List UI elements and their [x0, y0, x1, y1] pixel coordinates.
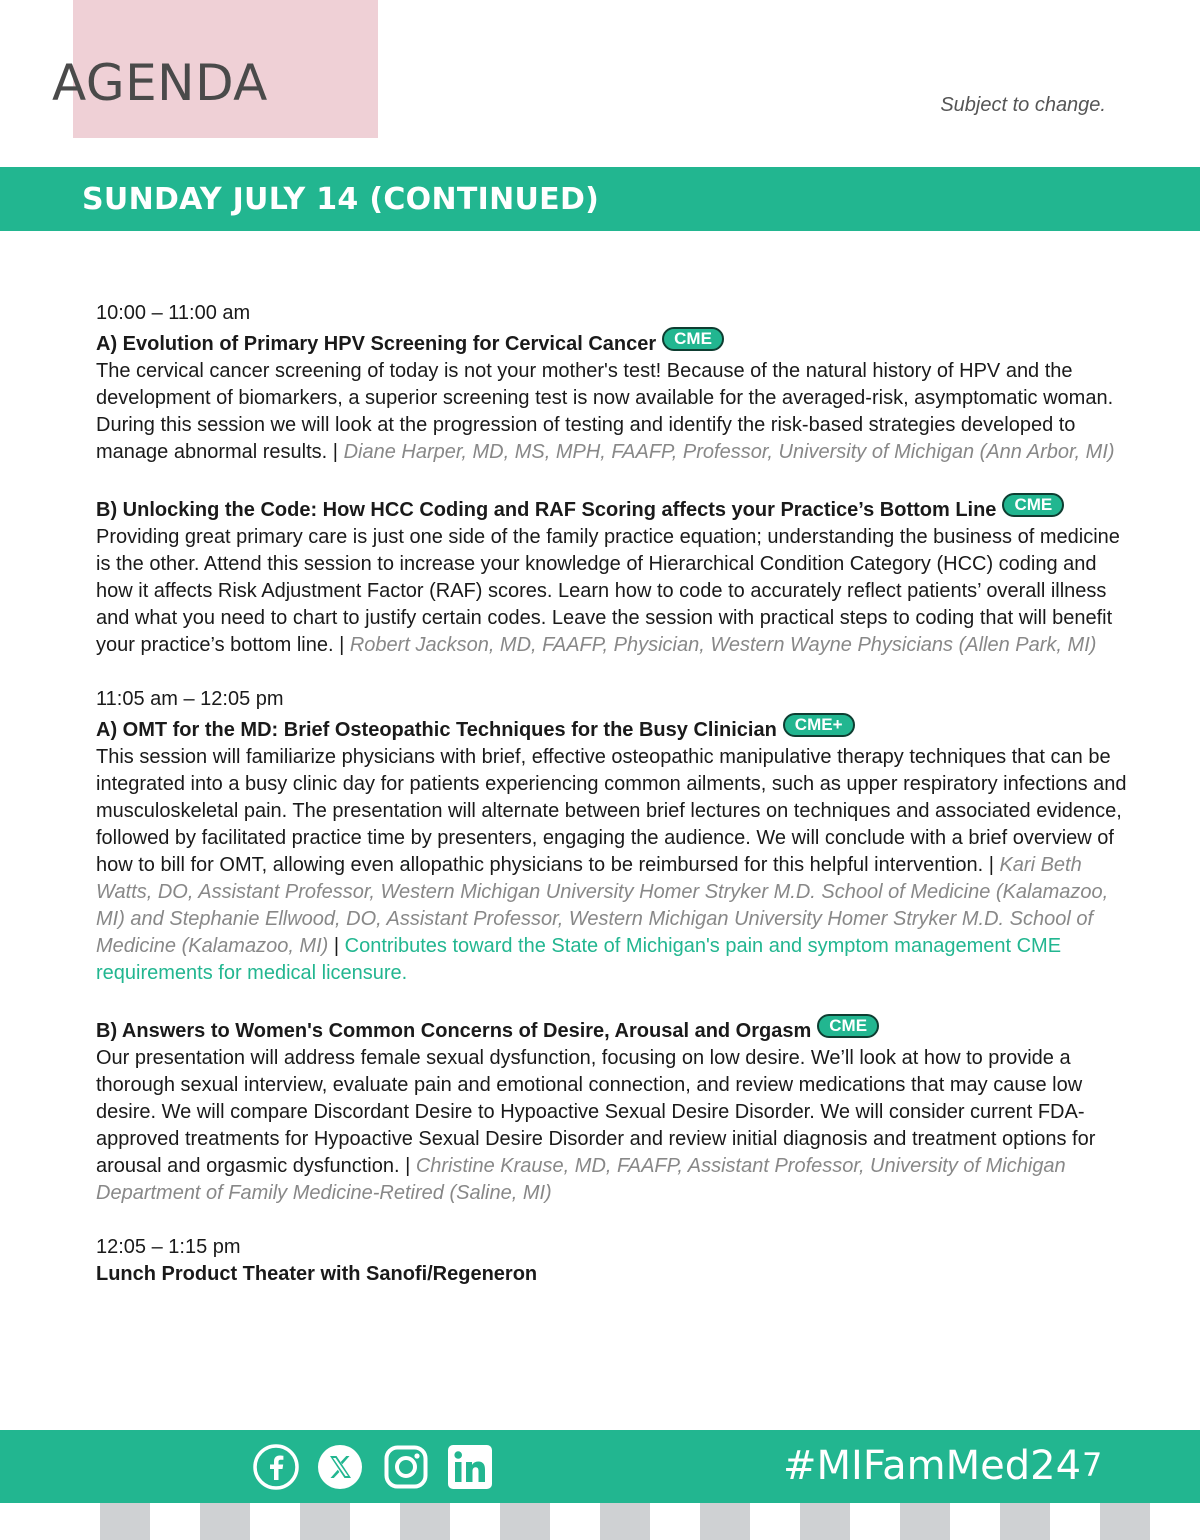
stripe — [450, 1503, 500, 1540]
cme-plus-badge: CME+ — [783, 713, 855, 737]
stripe — [250, 1503, 300, 1540]
instagram-icon[interactable] — [383, 1444, 429, 1490]
speaker-info: Kari Beth Watts, DO, Assistant Professor, Western Michigan University Homer Stryker M.D. School of Medicine (Kalamazoo, MI) and Stephanie Ellwood, DO, Assistant Professor, Western Michigan University Homer Stryker M.D. School of Medicine (Kalamazoo, MI) — [96, 854, 1109, 957]
cme-badge: CME — [662, 327, 724, 351]
session-title — [96, 1014, 1136, 1045]
session-title-text: B) Unlocking the Code: How HCC Coding and RAF Scoring affects your Practice’s Bottom Line — [96, 499, 997, 521]
session-womens-concerns — [96, 1014, 1136, 1207]
session-time: 11:05 am – 12:05 pm — [96, 688, 284, 710]
session-description — [96, 744, 1136, 987]
separator: | — [988, 854, 994, 876]
stripe — [1100, 1503, 1150, 1540]
stripe — [100, 1503, 150, 1540]
separator: | — [333, 935, 340, 957]
session-hpv-screening — [96, 300, 1136, 466]
session-description-text: The cervical cancer screening of today is not your mother's test! Because of the natural history of HPV and the development of biomarkers, a superior screening test is now available for the averaged-risk, asymptomatic woman. During this session we will look at the progression of testing and identify the risk-based strategies developed to manage abnormal results. — [96, 360, 1114, 463]
cme-badge: CME — [817, 1014, 879, 1038]
stripe — [150, 1503, 200, 1540]
stripe — [1000, 1503, 1050, 1540]
session-title-text: A) OMT for the MD: Brief Osteopathic Techniques for the Busy Clinician — [96, 719, 777, 741]
separator: | — [332, 441, 338, 463]
stripe — [300, 1503, 350, 1540]
stripe — [700, 1503, 750, 1540]
session-description-text: This session will familiarize physicians with brief, effective osteopathic manipulative therapy techniques that can be integrated into a busy clinic day for patients experiencing common ailments, such as upper respiratory infections and musculoskeletal pain. The presentation will alternate between brief lectures on techniques and associated evidence, followed by facilitated practice time by presenters, engaging the audience. We will conclude with a brief overview of how to bill for OMT, allowing even allopathic physicians to be reimbursed for this helpful intervention. — [96, 746, 1127, 876]
session-title — [96, 493, 1136, 524]
stripe — [850, 1503, 900, 1540]
footer-stripes — [0, 1503, 1200, 1540]
stripe — [350, 1503, 400, 1540]
linkedin-icon[interactable] — [447, 1444, 493, 1490]
session-title — [96, 327, 1136, 358]
day-title: SUNDAY JULY 14 (CONTINUED) — [82, 182, 600, 217]
session-title-text: B) Answers to Women's Common Concerns of Desire, Arousal and Orgasm — [96, 1020, 812, 1042]
session-time: 12:05 – 1:15 pm — [96, 1236, 241, 1258]
separator: | — [339, 634, 345, 656]
stripe — [550, 1503, 600, 1540]
session-omt — [96, 686, 1136, 987]
stripe — [0, 1503, 50, 1540]
session-hcc-coding — [96, 493, 1136, 659]
stripe — [750, 1503, 800, 1540]
licensure-note: Contributes toward the State of Michigan's pain and symptom management CME requirements for medical licensure. — [96, 935, 1062, 984]
separator: | — [405, 1155, 411, 1177]
stripe — [50, 1503, 100, 1540]
day-banner — [0, 167, 1200, 231]
speaker-info: Christine Krause, MD, FAAFP, Assistant Professor, University of Michigan Department of Family Medicine-Retired (Saline, MI) — [96, 1155, 1066, 1204]
session-description-text: Providing great primary care is just one side of the family practice equation; understanding the business of medicine is the other. Attend this session to increase your knowledge of Hierarchical Condition Category (HCC) coding and how it affects Risk Adjustment Factor (RAF) scores. Learn how to code to accurately reflect patients’ overall illness and what you need to chart to justify certain codes. Leave the session with practical steps to coding that will benefit your practice’s bottom line. — [96, 526, 1120, 656]
session-description-text: Our presentation will address female sexual dysfunction, focusing on low desire. We’ll look at how to provide a thorough sexual interview, evaluate pain and emotional connection, and review medications that may cause low desire. We will compare Discordant Desire to Hypoactive Sexual Desire Disorder. We will consider current FDA-approved treatments for Hypoactive Sexual Desire Disorder and review initial diagnosis and treatment options for arousal and orgasmic dysfunction. — [96, 1047, 1096, 1177]
stripe — [600, 1503, 650, 1540]
page-number: 7 — [1082, 1446, 1103, 1484]
session-title-text: A) Evolution of Primary HPV Screening for Cervical Cancer — [96, 333, 657, 355]
hashtag: #MIFamMed24 — [783, 1443, 1082, 1489]
x-icon[interactable] — [317, 1444, 363, 1490]
session-title: Lunch Product Theater with Sanofi/Regeneron — [96, 1263, 538, 1285]
subject-to-change-note: Subject to change. — [940, 94, 1106, 116]
stripe — [1050, 1503, 1100, 1540]
page-title: AGENDA — [52, 54, 268, 112]
stripe — [400, 1503, 450, 1540]
session-description — [96, 1045, 1136, 1207]
session-description — [96, 524, 1136, 659]
agenda-content — [96, 300, 1136, 1315]
stripe — [1150, 1503, 1200, 1540]
stripe — [800, 1503, 850, 1540]
speaker-info: Diane Harper, MD, MS, MPH, FAAFP, Professor, University of Michigan (Ann Arbor, MI) — [343, 441, 1115, 463]
stripe — [900, 1503, 950, 1540]
session-description — [96, 358, 1136, 466]
cme-badge: CME — [1002, 493, 1064, 517]
footer-bar — [0, 1430, 1200, 1503]
session-time: 10:00 – 11:00 am — [96, 302, 251, 324]
stripe — [200, 1503, 250, 1540]
stripe — [650, 1503, 700, 1540]
speaker-info: Robert Jackson, MD, FAAFP, Physician, Western Wayne Physicians (Allen Park, MI) — [349, 634, 1097, 656]
session-title — [96, 713, 1136, 744]
session-lunch — [96, 1234, 1136, 1288]
stripe — [500, 1503, 550, 1540]
facebook-icon[interactable] — [253, 1444, 299, 1490]
stripe — [950, 1503, 1000, 1540]
